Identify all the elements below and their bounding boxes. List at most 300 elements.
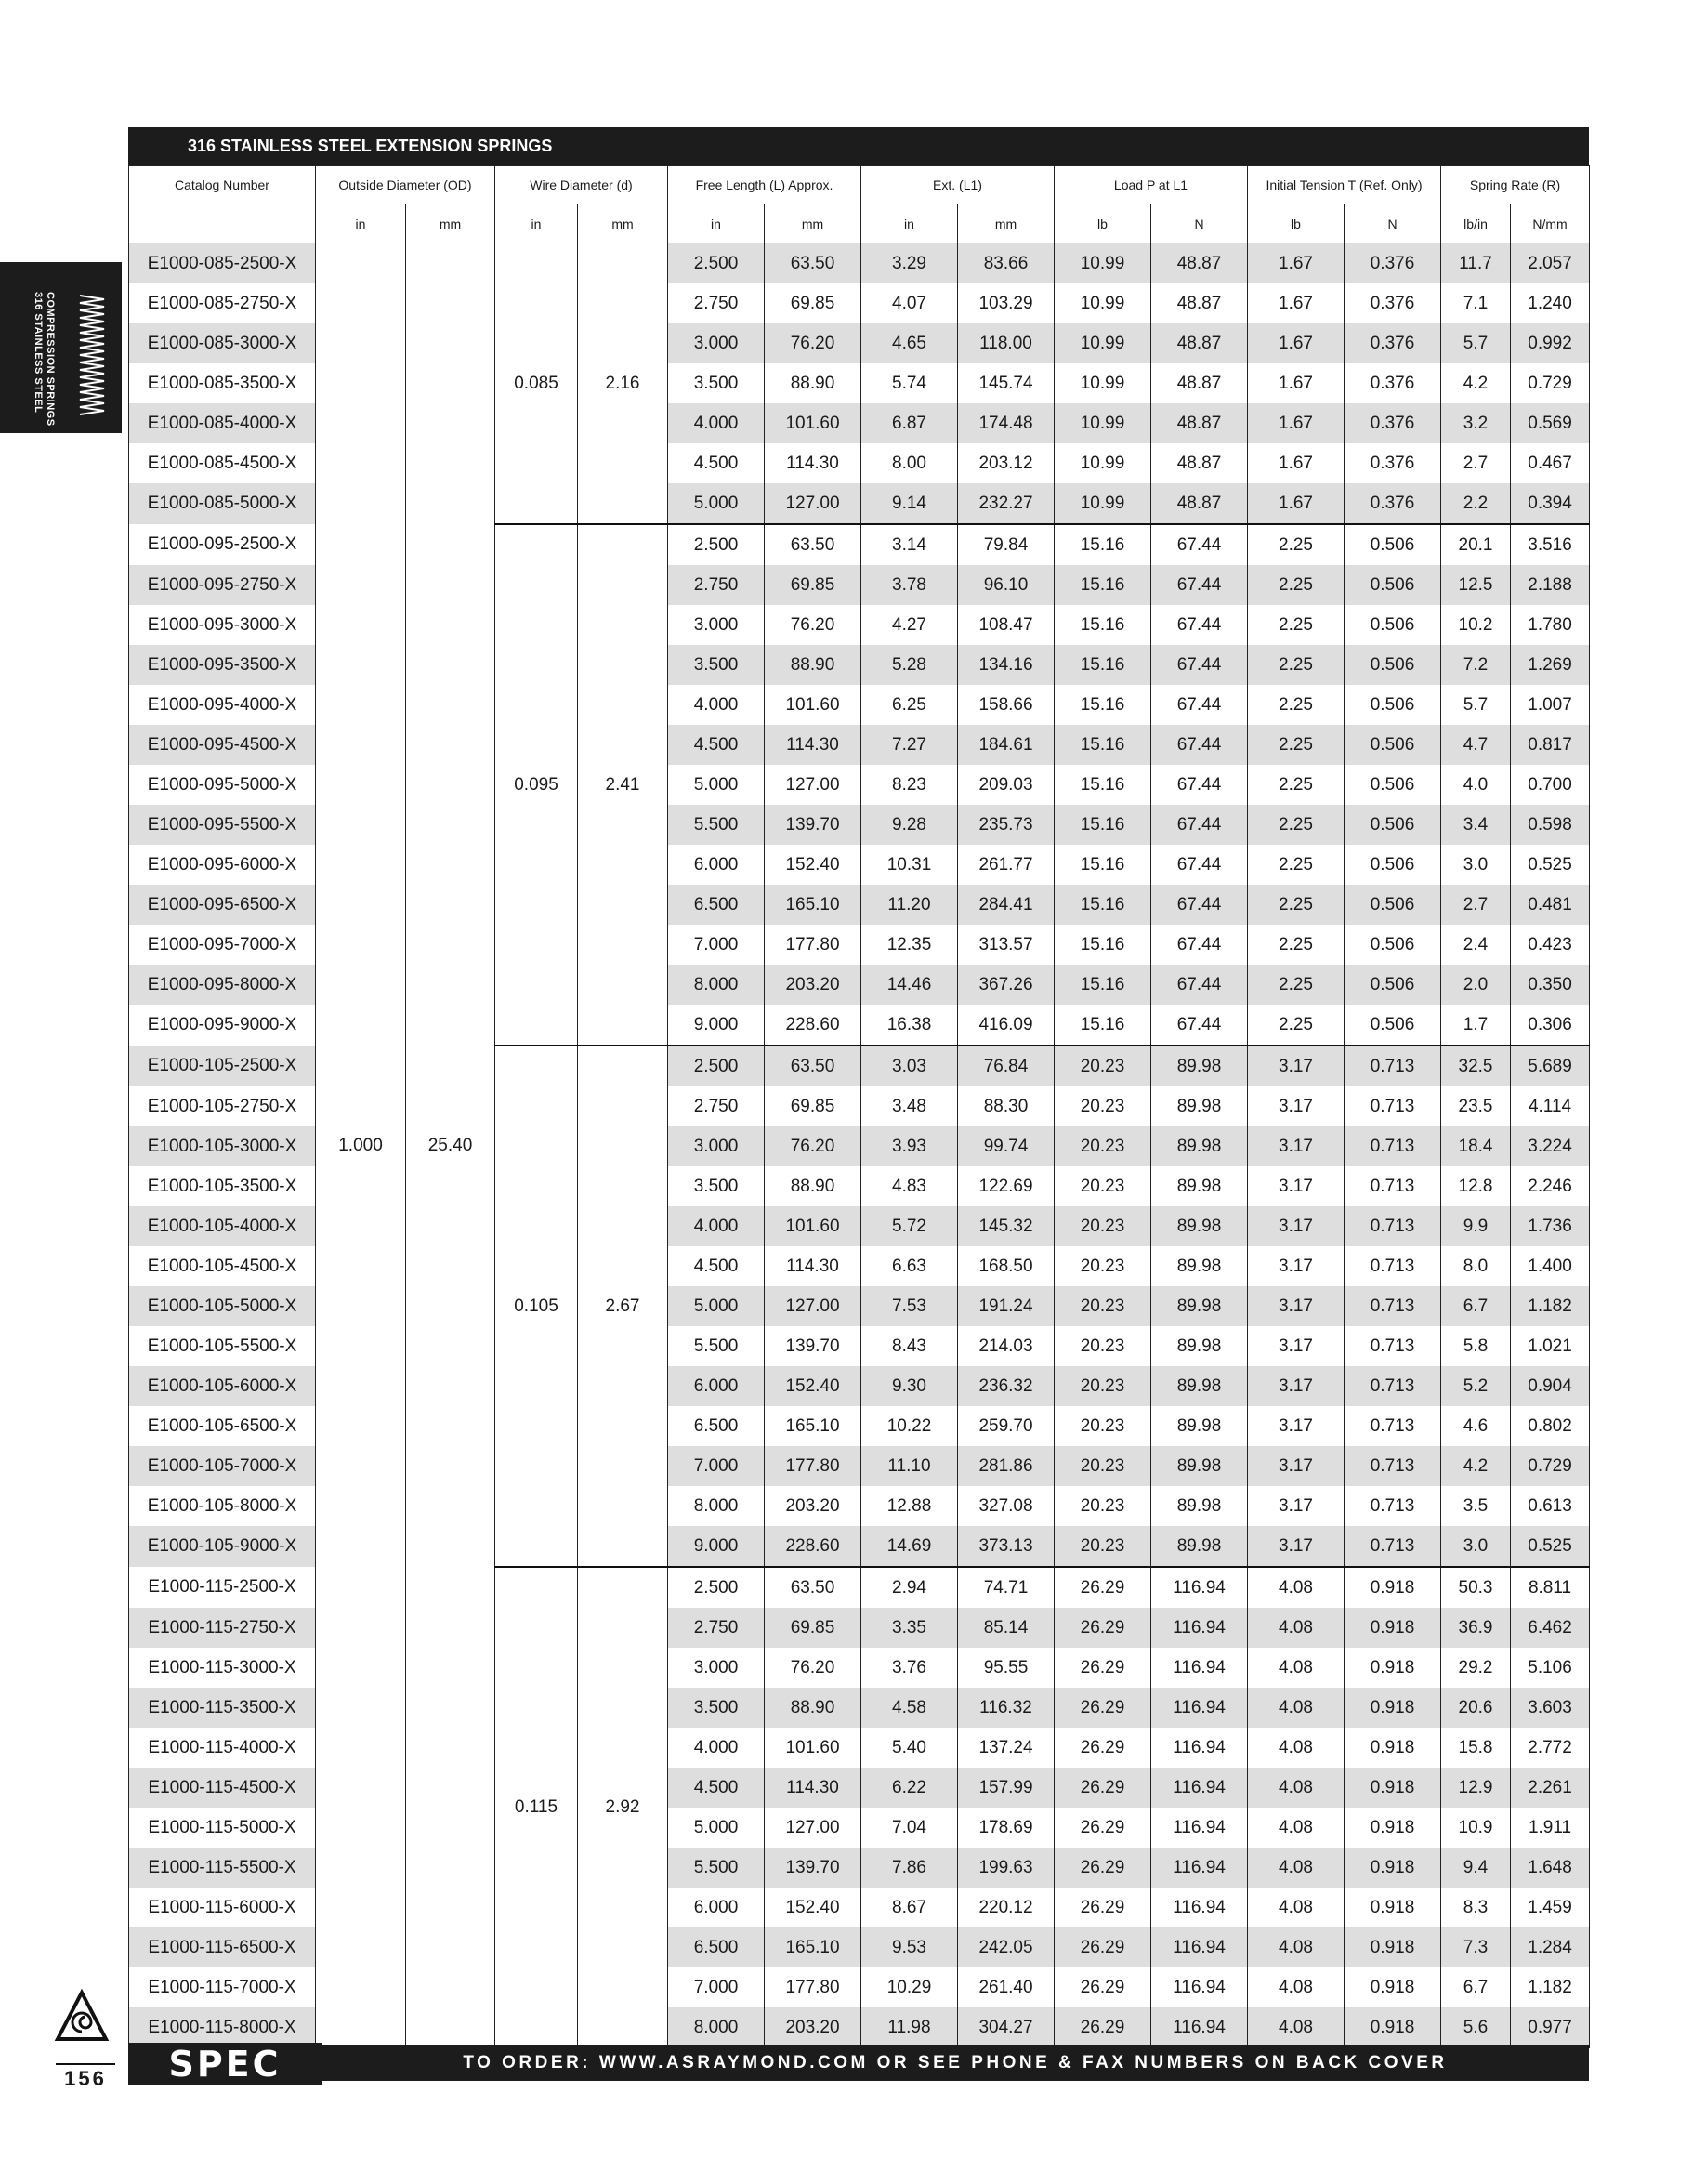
header-wire-diameter: Wire Diameter (d) xyxy=(495,166,668,204)
ext-mm-cell: 178.69 xyxy=(958,1808,1055,1848)
load-lb-cell: 15.16 xyxy=(1055,645,1151,685)
rate-nmm-cell: 0.613 xyxy=(1511,1486,1590,1526)
free-length-mm-cell: 76.20 xyxy=(765,605,861,645)
header-unit: lb/in xyxy=(1441,204,1511,243)
tension-lb-cell: 4.08 xyxy=(1248,1728,1345,1768)
free-length-mm-cell: 76.20 xyxy=(765,323,861,363)
header-unit: N xyxy=(1345,204,1441,243)
load-lb-cell: 10.99 xyxy=(1055,323,1151,363)
load-n-cell: 116.94 xyxy=(1151,1888,1248,1927)
free-length-mm-cell: 63.50 xyxy=(765,1567,861,1608)
load-n-cell: 89.98 xyxy=(1151,1326,1248,1366)
rate-lbin-cell: 1.7 xyxy=(1441,1005,1511,1046)
ext-mm-cell: 259.70 xyxy=(958,1406,1055,1446)
side-tab-line1: COMPRESSION SPRINGS xyxy=(45,292,56,427)
catalog-number-cell: E1000-105-5000-X xyxy=(129,1286,316,1326)
ext-in-cell: 3.78 xyxy=(861,565,958,605)
free-length-mm-cell: 63.50 xyxy=(765,1046,861,1086)
ext-mm-cell: 157.99 xyxy=(958,1768,1055,1808)
catalog-number-cell: E1000-085-4500-X xyxy=(129,443,316,483)
ext-mm-cell: 284.41 xyxy=(958,885,1055,925)
rate-nmm-cell: 0.598 xyxy=(1511,805,1590,845)
catalog-number-cell: E1000-095-6500-X xyxy=(129,885,316,925)
ext-mm-cell: 158.66 xyxy=(958,685,1055,725)
ext-mm-cell: 191.24 xyxy=(958,1286,1055,1326)
load-n-cell: 48.87 xyxy=(1151,443,1248,483)
rate-nmm-cell: 0.977 xyxy=(1511,2007,1590,2048)
load-lb-cell: 26.29 xyxy=(1055,1888,1151,1927)
free-length-in-cell: 8.000 xyxy=(668,965,765,1005)
load-n-cell: 67.44 xyxy=(1151,805,1248,845)
load-lb-cell: 26.29 xyxy=(1055,1967,1151,2007)
load-lb-cell: 15.16 xyxy=(1055,725,1151,765)
ext-mm-cell: 88.30 xyxy=(958,1086,1055,1126)
rate-nmm-cell: 2.188 xyxy=(1511,565,1590,605)
tension-lb-cell: 3.17 xyxy=(1248,1526,1345,1567)
tension-n-cell: 0.506 xyxy=(1345,925,1441,965)
tension-n-cell: 0.506 xyxy=(1345,524,1441,565)
wire-in-cell: 0.095 xyxy=(495,524,578,1046)
free-length-in-cell: 3.000 xyxy=(668,323,765,363)
ext-in-cell: 7.27 xyxy=(861,725,958,765)
tension-n-cell: 0.376 xyxy=(1345,323,1441,363)
order-info-link[interactable]: TO ORDER: WWW.ASRAYMOND.COM OR SEE PHONE & FAX NUMBERS ON BACK COVER xyxy=(322,2045,1589,2081)
load-n-cell: 116.94 xyxy=(1151,1608,1248,1648)
ext-in-cell: 3.29 xyxy=(861,243,958,284)
header-extension: Ext. (L1) xyxy=(861,166,1055,204)
tension-lb-cell: 2.25 xyxy=(1248,765,1345,805)
rate-nmm-cell: 0.700 xyxy=(1511,765,1590,805)
load-lb-cell: 10.99 xyxy=(1055,483,1151,524)
load-lb-cell: 20.23 xyxy=(1055,1286,1151,1326)
free-length-in-cell: 2.500 xyxy=(668,243,765,284)
rate-lbin-cell: 4.2 xyxy=(1441,363,1511,403)
free-length-in-cell: 6.000 xyxy=(668,1888,765,1927)
load-lb-cell: 15.16 xyxy=(1055,1005,1151,1046)
ext-mm-cell: 242.05 xyxy=(958,1927,1055,1967)
free-length-in-cell: 2.750 xyxy=(668,565,765,605)
rate-nmm-cell: 1.284 xyxy=(1511,1927,1590,1967)
tension-lb-cell: 3.17 xyxy=(1248,1046,1345,1086)
free-length-mm-cell: 101.60 xyxy=(765,1728,861,1768)
tension-n-cell: 0.713 xyxy=(1345,1166,1441,1206)
ext-in-cell: 4.83 xyxy=(861,1166,958,1206)
rate-lbin-cell: 20.6 xyxy=(1441,1688,1511,1728)
tension-n-cell: 0.713 xyxy=(1345,1366,1441,1406)
free-length-mm-cell: 76.20 xyxy=(765,1648,861,1688)
load-n-cell: 89.98 xyxy=(1151,1406,1248,1446)
catalog-number-cell: E1000-095-7000-X xyxy=(129,925,316,965)
rate-nmm-cell: 1.911 xyxy=(1511,1808,1590,1848)
ext-in-cell: 3.93 xyxy=(861,1126,958,1166)
load-n-cell: 89.98 xyxy=(1151,1286,1248,1326)
free-length-in-cell: 3.000 xyxy=(668,1126,765,1166)
ext-in-cell: 12.88 xyxy=(861,1486,958,1526)
load-lb-cell: 26.29 xyxy=(1055,1927,1151,1967)
rate-nmm-cell: 0.992 xyxy=(1511,323,1590,363)
load-n-cell: 48.87 xyxy=(1151,283,1248,323)
rate-lbin-cell: 6.7 xyxy=(1441,1286,1511,1326)
catalog-number-cell: E1000-095-3500-X xyxy=(129,645,316,685)
free-length-mm-cell: 127.00 xyxy=(765,1286,861,1326)
od-in-cell: 1.000 xyxy=(316,243,406,2048)
free-length-in-cell: 3.500 xyxy=(668,1166,765,1206)
rate-nmm-cell: 6.462 xyxy=(1511,1608,1590,1648)
rate-lbin-cell: 5.6 xyxy=(1441,2007,1511,2048)
ext-in-cell: 9.28 xyxy=(861,805,958,845)
od-mm-cell: 25.40 xyxy=(406,243,495,2048)
free-length-in-cell: 3.000 xyxy=(668,605,765,645)
rate-nmm-cell: 3.224 xyxy=(1511,1126,1590,1166)
load-lb-cell: 20.23 xyxy=(1055,1366,1151,1406)
load-n-cell: 67.44 xyxy=(1151,765,1248,805)
free-length-in-cell: 5.000 xyxy=(668,1808,765,1848)
load-n-cell: 116.94 xyxy=(1151,2007,1248,2048)
free-length-in-cell: 2.500 xyxy=(668,524,765,565)
catalog-number-cell: E1000-115-2750-X xyxy=(129,1608,316,1648)
ext-in-cell: 4.65 xyxy=(861,323,958,363)
load-n-cell: 67.44 xyxy=(1151,925,1248,965)
tension-lb-cell: 3.17 xyxy=(1248,1326,1345,1366)
free-length-in-cell: 3.000 xyxy=(668,1648,765,1688)
tension-lb-cell: 1.67 xyxy=(1248,243,1345,284)
ext-in-cell: 6.25 xyxy=(861,685,958,725)
load-n-cell: 89.98 xyxy=(1151,1086,1248,1126)
load-lb-cell: 15.16 xyxy=(1055,765,1151,805)
load-n-cell: 89.98 xyxy=(1151,1046,1248,1086)
catalog-number-cell: E1000-095-4500-X xyxy=(129,725,316,765)
tension-n-cell: 0.918 xyxy=(1345,1927,1441,1967)
rate-lbin-cell: 4.0 xyxy=(1441,765,1511,805)
catalog-number-cell: E1000-115-5500-X xyxy=(129,1848,316,1888)
free-length-mm-cell: 69.85 xyxy=(765,283,861,323)
load-n-cell: 48.87 xyxy=(1151,483,1248,524)
rate-lbin-cell: 3.5 xyxy=(1441,1486,1511,1526)
rate-lbin-cell: 5.2 xyxy=(1441,1366,1511,1406)
rate-nmm-cell: 1.021 xyxy=(1511,1326,1590,1366)
tension-n-cell: 0.506 xyxy=(1345,965,1441,1005)
rate-lbin-cell: 11.7 xyxy=(1441,243,1511,284)
catalog-number-cell: E1000-095-6000-X xyxy=(129,845,316,885)
tension-n-cell: 0.506 xyxy=(1345,1005,1441,1046)
tension-n-cell: 0.918 xyxy=(1345,1888,1441,1927)
rate-nmm-cell: 0.904 xyxy=(1511,1366,1590,1406)
load-lb-cell: 26.29 xyxy=(1055,1848,1151,1888)
page-number: 156 xyxy=(56,2063,115,2091)
load-n-cell: 67.44 xyxy=(1151,605,1248,645)
free-length-in-cell: 3.500 xyxy=(668,363,765,403)
rate-lbin-cell: 8.0 xyxy=(1441,1246,1511,1286)
ext-in-cell: 8.43 xyxy=(861,1326,958,1366)
rate-lbin-cell: 20.1 xyxy=(1441,524,1511,565)
free-length-in-cell: 7.000 xyxy=(668,925,765,965)
free-length-mm-cell: 177.80 xyxy=(765,925,861,965)
header-unit: lb xyxy=(1248,204,1345,243)
tension-n-cell: 0.506 xyxy=(1345,645,1441,685)
ext-mm-cell: 232.27 xyxy=(958,483,1055,524)
ext-in-cell: 12.35 xyxy=(861,925,958,965)
load-n-cell: 89.98 xyxy=(1151,1246,1248,1286)
header-unit: lb xyxy=(1055,204,1151,243)
rate-nmm-cell: 2.261 xyxy=(1511,1768,1590,1808)
ext-mm-cell: 79.84 xyxy=(958,524,1055,565)
load-n-cell: 67.44 xyxy=(1151,685,1248,725)
rate-lbin-cell: 15.8 xyxy=(1441,1728,1511,1768)
catalog-number-cell: E1000-085-3500-X xyxy=(129,363,316,403)
free-length-mm-cell: 177.80 xyxy=(765,1967,861,2007)
free-length-in-cell: 2.750 xyxy=(668,283,765,323)
tension-n-cell: 0.713 xyxy=(1345,1206,1441,1246)
tension-lb-cell: 2.25 xyxy=(1248,645,1345,685)
tension-lb-cell: 2.25 xyxy=(1248,524,1345,565)
ext-in-cell: 7.04 xyxy=(861,1808,958,1848)
free-length-mm-cell: 69.85 xyxy=(765,1086,861,1126)
free-length-in-cell: 4.500 xyxy=(668,725,765,765)
tension-lb-cell: 1.67 xyxy=(1248,403,1345,443)
tension-n-cell: 0.376 xyxy=(1345,363,1441,403)
load-n-cell: 48.87 xyxy=(1151,403,1248,443)
tension-n-cell: 0.506 xyxy=(1345,565,1441,605)
catalog-number-cell: E1000-095-5500-X xyxy=(129,805,316,845)
load-n-cell: 67.44 xyxy=(1151,885,1248,925)
free-length-in-cell: 4.000 xyxy=(668,685,765,725)
wire-mm-cell: 2.41 xyxy=(578,524,668,1046)
rate-nmm-cell: 0.423 xyxy=(1511,925,1590,965)
free-length-mm-cell: 69.85 xyxy=(765,565,861,605)
free-length-in-cell: 2.750 xyxy=(668,1086,765,1126)
ext-in-cell: 3.48 xyxy=(861,1086,958,1126)
load-lb-cell: 20.23 xyxy=(1055,1126,1151,1166)
tension-n-cell: 0.918 xyxy=(1345,1567,1441,1608)
rate-nmm-cell: 8.811 xyxy=(1511,1567,1590,1608)
tension-lb-cell: 2.25 xyxy=(1248,965,1345,1005)
catalog-number-cell: E1000-095-4000-X xyxy=(129,685,316,725)
free-length-in-cell: 9.000 xyxy=(668,1005,765,1046)
ext-in-cell: 4.07 xyxy=(861,283,958,323)
load-lb-cell: 26.29 xyxy=(1055,1768,1151,1808)
ext-in-cell: 8.00 xyxy=(861,443,958,483)
ext-mm-cell: 103.29 xyxy=(958,283,1055,323)
catalog-number-cell: E1000-095-8000-X xyxy=(129,965,316,1005)
rate-lbin-cell: 36.9 xyxy=(1441,1608,1511,1648)
header-spring-rate: Spring Rate (R) xyxy=(1441,166,1590,204)
free-length-mm-cell: 101.60 xyxy=(765,1206,861,1246)
catalog-number-cell: E1000-105-4000-X xyxy=(129,1206,316,1246)
free-length-mm-cell: 139.70 xyxy=(765,805,861,845)
wire-in-cell: 0.085 xyxy=(495,243,578,525)
tension-n-cell: 0.713 xyxy=(1345,1286,1441,1326)
free-length-mm-cell: 139.70 xyxy=(765,1848,861,1888)
free-length-in-cell: 2.500 xyxy=(668,1046,765,1086)
tension-n-cell: 0.713 xyxy=(1345,1326,1441,1366)
ext-in-cell: 11.20 xyxy=(861,885,958,925)
catalog-number-cell: E1000-095-2750-X xyxy=(129,565,316,605)
ext-mm-cell: 108.47 xyxy=(958,605,1055,645)
free-length-mm-cell: 228.60 xyxy=(765,1526,861,1567)
ext-in-cell: 8.67 xyxy=(861,1888,958,1927)
tension-lb-cell: 1.67 xyxy=(1248,283,1345,323)
ext-in-cell: 6.87 xyxy=(861,403,958,443)
ext-in-cell: 8.23 xyxy=(861,765,958,805)
rate-lbin-cell: 9.9 xyxy=(1441,1206,1511,1246)
catalog-number-cell: E1000-105-2500-X xyxy=(129,1046,316,1086)
rate-lbin-cell: 10.9 xyxy=(1441,1808,1511,1848)
tension-lb-cell: 2.25 xyxy=(1248,605,1345,645)
tension-lb-cell: 2.25 xyxy=(1248,925,1345,965)
tension-n-cell: 0.918 xyxy=(1345,1688,1441,1728)
tension-n-cell: 0.918 xyxy=(1345,2007,1441,2048)
tension-n-cell: 0.713 xyxy=(1345,1126,1441,1166)
load-lb-cell: 15.16 xyxy=(1055,845,1151,885)
tension-n-cell: 0.918 xyxy=(1345,1768,1441,1808)
tension-n-cell: 0.918 xyxy=(1345,1848,1441,1888)
ext-mm-cell: 83.66 xyxy=(958,243,1055,284)
free-length-in-cell: 4.500 xyxy=(668,1768,765,1808)
header-outside-diameter: Outside Diameter (OD) xyxy=(316,166,495,204)
ext-in-cell: 3.14 xyxy=(861,524,958,565)
rate-nmm-cell: 1.182 xyxy=(1511,1286,1590,1326)
load-lb-cell: 10.99 xyxy=(1055,403,1151,443)
catalog-number-cell: E1000-095-2500-X xyxy=(129,524,316,565)
catalog-number-cell: E1000-105-6000-X xyxy=(129,1366,316,1406)
load-n-cell: 67.44 xyxy=(1151,565,1248,605)
ext-in-cell: 3.76 xyxy=(861,1648,958,1688)
table-body xyxy=(129,243,1590,2048)
free-length-in-cell: 3.500 xyxy=(668,645,765,685)
rate-lbin-cell: 3.0 xyxy=(1441,845,1511,885)
ext-mm-cell: 85.14 xyxy=(958,1608,1055,1648)
catalog-number-cell: E1000-105-3000-X xyxy=(129,1126,316,1166)
ext-in-cell: 10.29 xyxy=(861,1967,958,2007)
catalog-number-cell: E1000-095-5000-X xyxy=(129,765,316,805)
ext-mm-cell: 327.08 xyxy=(958,1486,1055,1526)
free-length-mm-cell: 165.10 xyxy=(765,885,861,925)
header-initial-tension: Initial Tension T (Ref. Only) xyxy=(1248,166,1441,204)
tension-lb-cell: 4.08 xyxy=(1248,1808,1345,1848)
ext-in-cell: 5.40 xyxy=(861,1728,958,1768)
load-lb-cell: 20.23 xyxy=(1055,1526,1151,1567)
free-length-in-cell: 5.000 xyxy=(668,765,765,805)
ext-mm-cell: 145.32 xyxy=(958,1206,1055,1246)
tension-n-cell: 0.506 xyxy=(1345,725,1441,765)
ext-in-cell: 2.94 xyxy=(861,1567,958,1608)
ext-mm-cell: 184.61 xyxy=(958,725,1055,765)
free-length-in-cell: 6.000 xyxy=(668,845,765,885)
catalog-number-cell: E1000-105-9000-X xyxy=(129,1526,316,1567)
tension-lb-cell: 4.08 xyxy=(1248,1927,1345,1967)
free-length-mm-cell: 152.40 xyxy=(765,1888,861,1927)
load-lb-cell: 10.99 xyxy=(1055,443,1151,483)
free-length-in-cell: 6.500 xyxy=(668,1927,765,1967)
rate-lbin-cell: 5.7 xyxy=(1441,323,1511,363)
tension-lb-cell: 2.25 xyxy=(1248,845,1345,885)
ext-mm-cell: 281.86 xyxy=(958,1446,1055,1486)
wire-mm-cell: 2.67 xyxy=(578,1046,668,1567)
ext-mm-cell: 304.27 xyxy=(958,2007,1055,2048)
tension-n-cell: 0.918 xyxy=(1345,1648,1441,1688)
ext-in-cell: 11.98 xyxy=(861,2007,958,2048)
ext-mm-cell: 214.03 xyxy=(958,1326,1055,1366)
tension-lb-cell: 4.08 xyxy=(1248,1608,1345,1648)
rate-lbin-cell: 32.5 xyxy=(1441,1046,1511,1086)
free-length-mm-cell: 203.20 xyxy=(765,1486,861,1526)
free-length-in-cell: 4.500 xyxy=(668,443,765,483)
tension-lb-cell: 4.08 xyxy=(1248,1967,1345,2007)
tension-lb-cell: 4.08 xyxy=(1248,2007,1345,2048)
free-length-mm-cell: 152.40 xyxy=(765,845,861,885)
rate-nmm-cell: 1.007 xyxy=(1511,685,1590,725)
rate-nmm-cell: 2.246 xyxy=(1511,1166,1590,1206)
rate-lbin-cell: 3.0 xyxy=(1441,1526,1511,1567)
rate-nmm-cell: 0.306 xyxy=(1511,1005,1590,1046)
spring-spec-table xyxy=(128,165,1590,2048)
tension-n-cell: 0.376 xyxy=(1345,243,1441,284)
ext-mm-cell: 261.77 xyxy=(958,845,1055,885)
rate-lbin-cell: 9.4 xyxy=(1441,1848,1511,1888)
catalog-number-cell: E1000-095-3000-X xyxy=(129,605,316,645)
free-length-mm-cell: 114.30 xyxy=(765,1246,861,1286)
tension-n-cell: 0.713 xyxy=(1345,1526,1441,1567)
ext-mm-cell: 168.50 xyxy=(958,1246,1055,1286)
free-length-in-cell: 6.500 xyxy=(668,1406,765,1446)
load-n-cell: 67.44 xyxy=(1151,524,1248,565)
load-lb-cell: 20.23 xyxy=(1055,1406,1151,1446)
catalog-number-cell: E1000-115-6000-X xyxy=(129,1888,316,1927)
load-n-cell: 67.44 xyxy=(1151,725,1248,765)
tension-lb-cell: 2.25 xyxy=(1248,565,1345,605)
free-length-in-cell: 3.500 xyxy=(668,1688,765,1728)
load-n-cell: 116.94 xyxy=(1151,1927,1248,1967)
load-n-cell: 48.87 xyxy=(1151,243,1248,284)
rate-lbin-cell: 5.7 xyxy=(1441,685,1511,725)
free-length-in-cell: 6.000 xyxy=(668,1366,765,1406)
header-unit: in xyxy=(495,204,578,243)
free-length-in-cell: 9.000 xyxy=(668,1526,765,1567)
table-title: 316 STAINLESS STEEL EXTENSION SPRINGS xyxy=(128,127,1589,165)
free-length-mm-cell: 63.50 xyxy=(765,524,861,565)
load-lb-cell: 15.16 xyxy=(1055,965,1151,1005)
load-n-cell: 89.98 xyxy=(1151,1366,1248,1406)
tension-n-cell: 0.918 xyxy=(1345,1608,1441,1648)
tension-lb-cell: 3.17 xyxy=(1248,1126,1345,1166)
header-unit: in xyxy=(861,204,958,243)
wire-mm-cell: 2.92 xyxy=(578,1567,668,2048)
rate-nmm-cell: 3.603 xyxy=(1511,1688,1590,1728)
load-lb-cell: 15.16 xyxy=(1055,885,1151,925)
load-n-cell: 48.87 xyxy=(1151,323,1248,363)
free-length-mm-cell: 76.20 xyxy=(765,1126,861,1166)
tension-lb-cell: 4.08 xyxy=(1248,1888,1345,1927)
rate-nmm-cell: 0.467 xyxy=(1511,443,1590,483)
tension-lb-cell: 1.67 xyxy=(1248,483,1345,524)
rate-nmm-cell: 1.400 xyxy=(1511,1246,1590,1286)
rate-lbin-cell: 18.4 xyxy=(1441,1126,1511,1166)
ext-in-cell: 3.03 xyxy=(861,1046,958,1086)
free-length-in-cell: 2.750 xyxy=(668,1608,765,1648)
tension-lb-cell: 2.25 xyxy=(1248,805,1345,845)
ext-mm-cell: 209.03 xyxy=(958,765,1055,805)
ext-mm-cell: 235.73 xyxy=(958,805,1055,845)
catalog-number-cell: E1000-115-8000-X xyxy=(129,2007,316,2048)
rate-lbin-cell: 3.4 xyxy=(1441,805,1511,845)
wire-in-cell: 0.115 xyxy=(495,1567,578,2048)
tension-lb-cell: 2.25 xyxy=(1248,685,1345,725)
tension-n-cell: 0.506 xyxy=(1345,885,1441,925)
tension-n-cell: 0.918 xyxy=(1345,1728,1441,1768)
ext-mm-cell: 95.55 xyxy=(958,1648,1055,1688)
catalog-number-cell: E1000-105-2750-X xyxy=(129,1086,316,1126)
rate-lbin-cell: 7.1 xyxy=(1441,283,1511,323)
